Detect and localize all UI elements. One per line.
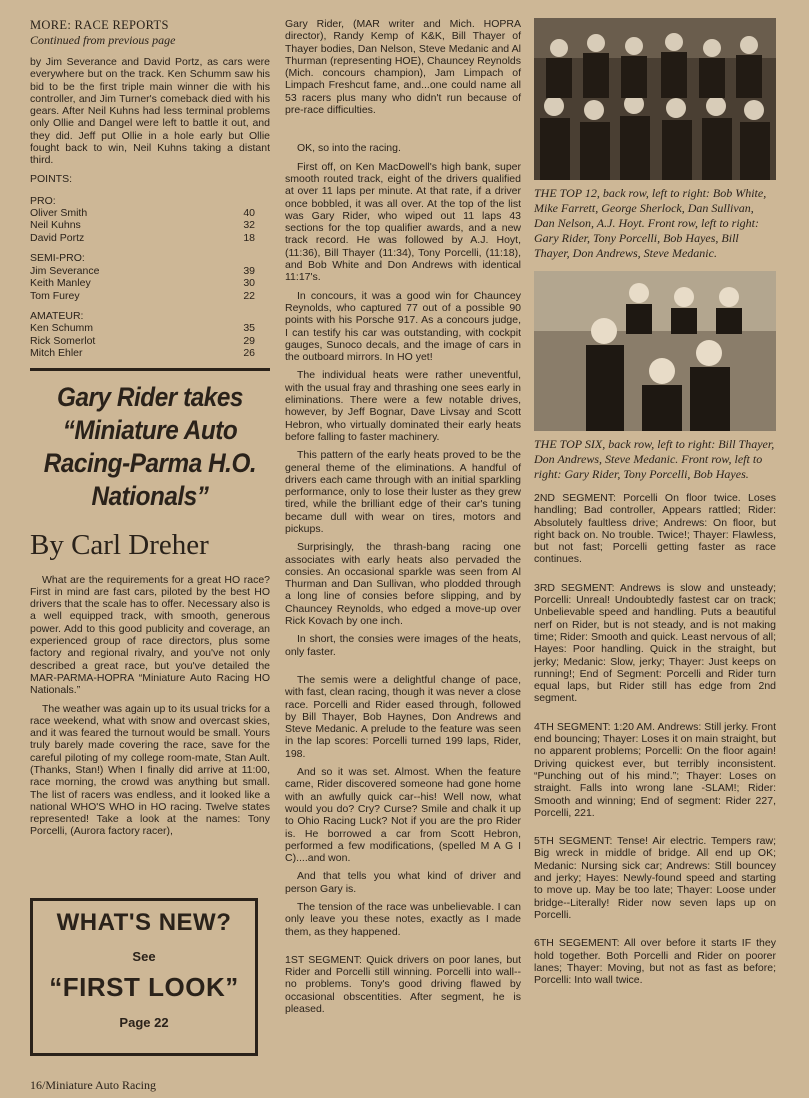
segment-note: 5TH SEGMENT: Tense! Air electric. Tempers raw; Big wreck in middle of bridge. All end up OK; Medanic: Nursing sick car; Andrews: Still bouncey and jerky; Hayes: Newly-found speed and starting to move up. May be too late; Thayer: Loose under bridge--Literally! Rider now seven laps up on Porcelli. xyxy=(534,835,776,921)
points-row xyxy=(30,347,255,359)
article-paragraph: First off, on Ken MacDowell's high bank, super smooth routed track, eight of the drivers qualified at over 11 laps per minute. At that rate, if a driver once bobbled, it was all over. At the top of the list was Gary Rider, who wiped out 11 laps 43 sections for the top qualifier awards, and a new track record. He was followed by A.J. Hoyt, (11:36), Bill Thayer (11:34), Tony Porcelli, (11:18), and Bob White and Don Andrews with identical 11:17's. xyxy=(285,160,521,284)
racer-name: Oliver Smith xyxy=(30,207,88,220)
top-six-photo xyxy=(534,271,776,431)
points-group xyxy=(30,310,270,360)
photo-caption-top-six: THE TOP SIX, back row, left to right: Bill Thayer, Don Andrews, Steve Medanic. Front row, left to right: Gary Rider, Tony Porcelli, Bob Hayes. xyxy=(534,437,775,481)
article-paragraph: Surprisingly, the thrash-bang racing one associates with early heats also pervaded the consies. An occasional sparkle was seen from Al Thurman and Dan Sullivan, who plodded through a long line of consies before slipping, and by Chauncey Reynolds, who edged a move-up over Rick Kovach by one inch. xyxy=(285,541,521,628)
points-row xyxy=(30,265,255,277)
racer-points: 22 xyxy=(243,289,255,302)
points-row xyxy=(30,290,255,302)
article-paragraph: What are the requirements for a great HO race? First in mind are fast cars, piloted by the best HO drivers that the scale has to offer. Necessary also is a well equipped track, with smooth, generous power. Add to this good publicity and coverage, an experienced group of race directors, plus some factory and regional rivalry, and you've not only described a great race, but you've detailed the MAR-PARMA-HOPRA “Miniature Auto Racing HO Nationals.” xyxy=(30,573,270,697)
byline: By Carl Dreher xyxy=(30,528,209,561)
racer-name: David Portz xyxy=(30,231,85,244)
page-footer: 16/Miniature Auto Racing xyxy=(30,1078,156,1092)
points-row xyxy=(30,335,255,347)
segment-note: 6TH SEGEMENT: All over before it starts IF they hold together. Both Porcelli and Rider on poorer lanes; Thayer: Moving, but not as fast as before; Porcelli: Into wall twice. xyxy=(534,937,776,987)
racer-name: Ken Schumm xyxy=(30,322,94,335)
segment-note: 4TH SEGMENT: 1:20 AM. Andrews: Still jerky. Front end bouncing; Thayer: Loses it on main straight, but no apparent problems; Porcelli: On the floor again! Driving quickest ever, but terribly inconsistent. “Punching out of his mind.”; Thayer: Loses on straight. Falls into wrong lane -SLAM!; Rider: Smooth and winning; End of segment: Rider 227, Porcelli, 221. xyxy=(534,720,776,819)
points-group-label: AMATEUR: xyxy=(30,309,84,322)
article-paragraph: And so it was set. Almost. When the feature came, Rider discovered someone had gone home with an awfully quick car--his! Well now, what would you do? Cry? Curse? Smile and chalk it up to Ohio Racing Luck? Not if you are the pro Rider is. He borrowed a car from Scott Hebron, performed a few modifications, (spelled M A G I C)....and won. xyxy=(285,766,521,865)
racer-points: 40 xyxy=(243,207,255,220)
article-paragraph: In short, the consies were images of the heats, only faster. xyxy=(285,633,521,658)
article-paragraph: The tension of the race was unbelievable. I can only leave you these notes, exactly as I made them, as they happened. xyxy=(285,901,521,938)
segment-note: 1ST SEGMENT: Quick drivers on poor lanes, but Rider and Porcelli still winning. Porcelli into wall--no problems. Tony's good driving flawed by occasional obscentities. After segment, he is pleased. xyxy=(285,953,521,1016)
headline: Gary Rider takes “Miniature Auto Racing-Parma H.O. Nationals” xyxy=(43,381,257,511)
segment-note: 2ND SEGMENT: Porcelli On floor twice. Loses handling; Bad controller, Appears rattled; Rider: Absolutely faultless drive; Andrews: On floor, but right back on. No trouble. Twice!; Thayer: Flawless, but not fast; Porcelli getting faster as race continues. xyxy=(534,492,776,566)
promo-first-look: “FIRST LOOK” xyxy=(49,972,239,1002)
promo-title: WHAT'S NEW? xyxy=(56,909,232,936)
promo-see: See xyxy=(132,949,156,964)
photo-caption-top-12: THE TOP 12, back row, left to right: Bob White, Mike Farrett, George Sherlock, Dan Sullivan, Dan Nelson, A.J. Hoyt. Front row, left to right: Gary Rider, Tony Porcelli, Bob Hayes, Bill Thayer, Don Andrews, Steve Medanic. xyxy=(534,186,767,260)
section-kicker: MORE: RACE REPORTS xyxy=(30,18,169,32)
racer-name: Neil Kuhns xyxy=(30,219,81,232)
racer-points: 30 xyxy=(243,277,255,290)
points-group xyxy=(30,195,270,245)
points-label: POINTS: xyxy=(30,172,73,185)
article-paragraph: And that tells you what kind of driver and person Gary is. xyxy=(285,870,521,895)
column-1 xyxy=(30,18,270,844)
points-group xyxy=(30,252,270,302)
points-row xyxy=(30,232,255,244)
points-row xyxy=(30,219,255,231)
racer-points: 18 xyxy=(243,231,255,244)
article-paragraph: The semis were a delightful change of pace, with fast, clean racing, though it was never a close race. Porcelli and Rider eased through, followed by Bill Thayer, Bob Haynes, Don Andrews and Steve Medanic. A prelude to the feature was seen in the lap scores: Porcelli turned 199 laps, Rider, 198. xyxy=(285,673,521,760)
racer-name: Rick Somerlot xyxy=(30,334,96,347)
points-row xyxy=(30,322,255,334)
racer-points: 35 xyxy=(243,322,255,335)
racer-points: 39 xyxy=(243,264,255,277)
article-paragraph: The weather was again up to its usual tricks for a race weekend, what with snow and overcast skies, and it was feared the turnout would be small. Yours truly barely made covering the race, save for the careful piloting of my college room-mate, Stan Ault. (Thanks, Stan!) When I finally did arrive at 11:00, race morning, the crowd was anything but small. The list of racers was endless, and it looked like a national WHO'S WHO in HO racing. Twelve states represented! Take a look at the names: Tony Porcelli, (Aurora factory racer), xyxy=(30,702,270,838)
top-12-photo xyxy=(534,18,776,180)
points-row xyxy=(30,207,255,219)
racer-name: Jim Severance xyxy=(30,264,100,277)
divider-rule xyxy=(30,368,270,371)
article-paragraph: In concours, it was a good win for Chauncey Reynolds, who captured 77 out of a possible 90 points with his Porsche 917. As a concours judge, I can testify his car was outstanding, with cockpit gauges, Sunoco decals, and the image of cars in the outboard mirrors. In HO yet! xyxy=(285,289,521,364)
points-row xyxy=(30,277,255,289)
points-group-label: PRO: xyxy=(30,194,56,207)
racer-points: 29 xyxy=(243,334,255,347)
article-paragraph: The individual heats were rather uneventful, with the usual fray and thrashing one sees early in eliminations. There were a few notable drives, however, by Jeff Bognar, Dave Livsay and Scott Hebron, who virtually dominated their early heats before falling to faster machinery. xyxy=(285,369,521,443)
intro-paragraph: by Jim Severance and David Portz, as cars were everywhere but on the track. Ken Schumm saw his bid to be the first triple main winner die with his controller, and Jim Turner's comeback died with his gears. After Neil Kuhns had less terminal problems only Ollie and Dangel were left to battle it out, and they did. Jeff put Ollie in a hole early but Ollie fought back to win, Neil Kuhns taking a distant third. xyxy=(30,56,270,167)
points-group-label: SEMI-PRO: xyxy=(30,252,85,265)
segment-note: 3RD SEGMENT: Andrews is slow and unsteady; Porcelli: Unreal! Undoubtedly fastest car on track; Unbelievable speed and handling. Puts a beautiful nerf on Rider, but is not steady, and is not making time; Rider: Smooth and quick. Least nervous of all; Hayes: Poor handling. Quick in the straight, but jerky; Medanic: Slow, jerky; Thayer: Just keeps on running!; End of Segment: Porcelli and Rider turn equal laps, but Rider still has edge from 2nd segment. xyxy=(534,581,776,705)
article-paragraph: This pattern of the early heats proved to be the general theme of the eliminations. A handful of drivers each came through with an initial sparkling performance, only to lose their luster as they grew tired, while the brilliant edge of their car's tuning became dull with wear on tires, motors and pickups. xyxy=(285,449,521,535)
racer-name: Tom Furey xyxy=(30,289,80,302)
article-paragraph: Gary Rider, (MAR writer and Mich. HOPRA director), Randy Kemp of K&K, Bill Thayer of Thayer bodies, Dan Nelson, Steve Medanic and Al Thurman (representing HOE), Chauncey Reynolds (Mich. concours champion), Jam Limpach of Limpach Freshcut fame, and...one could name all 53 racers plus many who didn't run because of pre-race difficulties. xyxy=(285,18,521,117)
racer-name: Keith Manley xyxy=(30,277,91,290)
racer-points: 26 xyxy=(243,347,255,360)
article-paragraph: OK, so into the racing. xyxy=(297,142,401,155)
column-2 xyxy=(285,18,521,1021)
promo-page: Page 22 xyxy=(119,1015,169,1030)
whats-new-promo-box xyxy=(30,898,258,1056)
continued-note: Continued from previous page xyxy=(30,33,176,47)
racer-points: 32 xyxy=(243,219,255,232)
column-3 xyxy=(534,18,776,992)
points-table xyxy=(30,195,270,360)
racer-name: Mitch Ehler xyxy=(30,347,83,360)
